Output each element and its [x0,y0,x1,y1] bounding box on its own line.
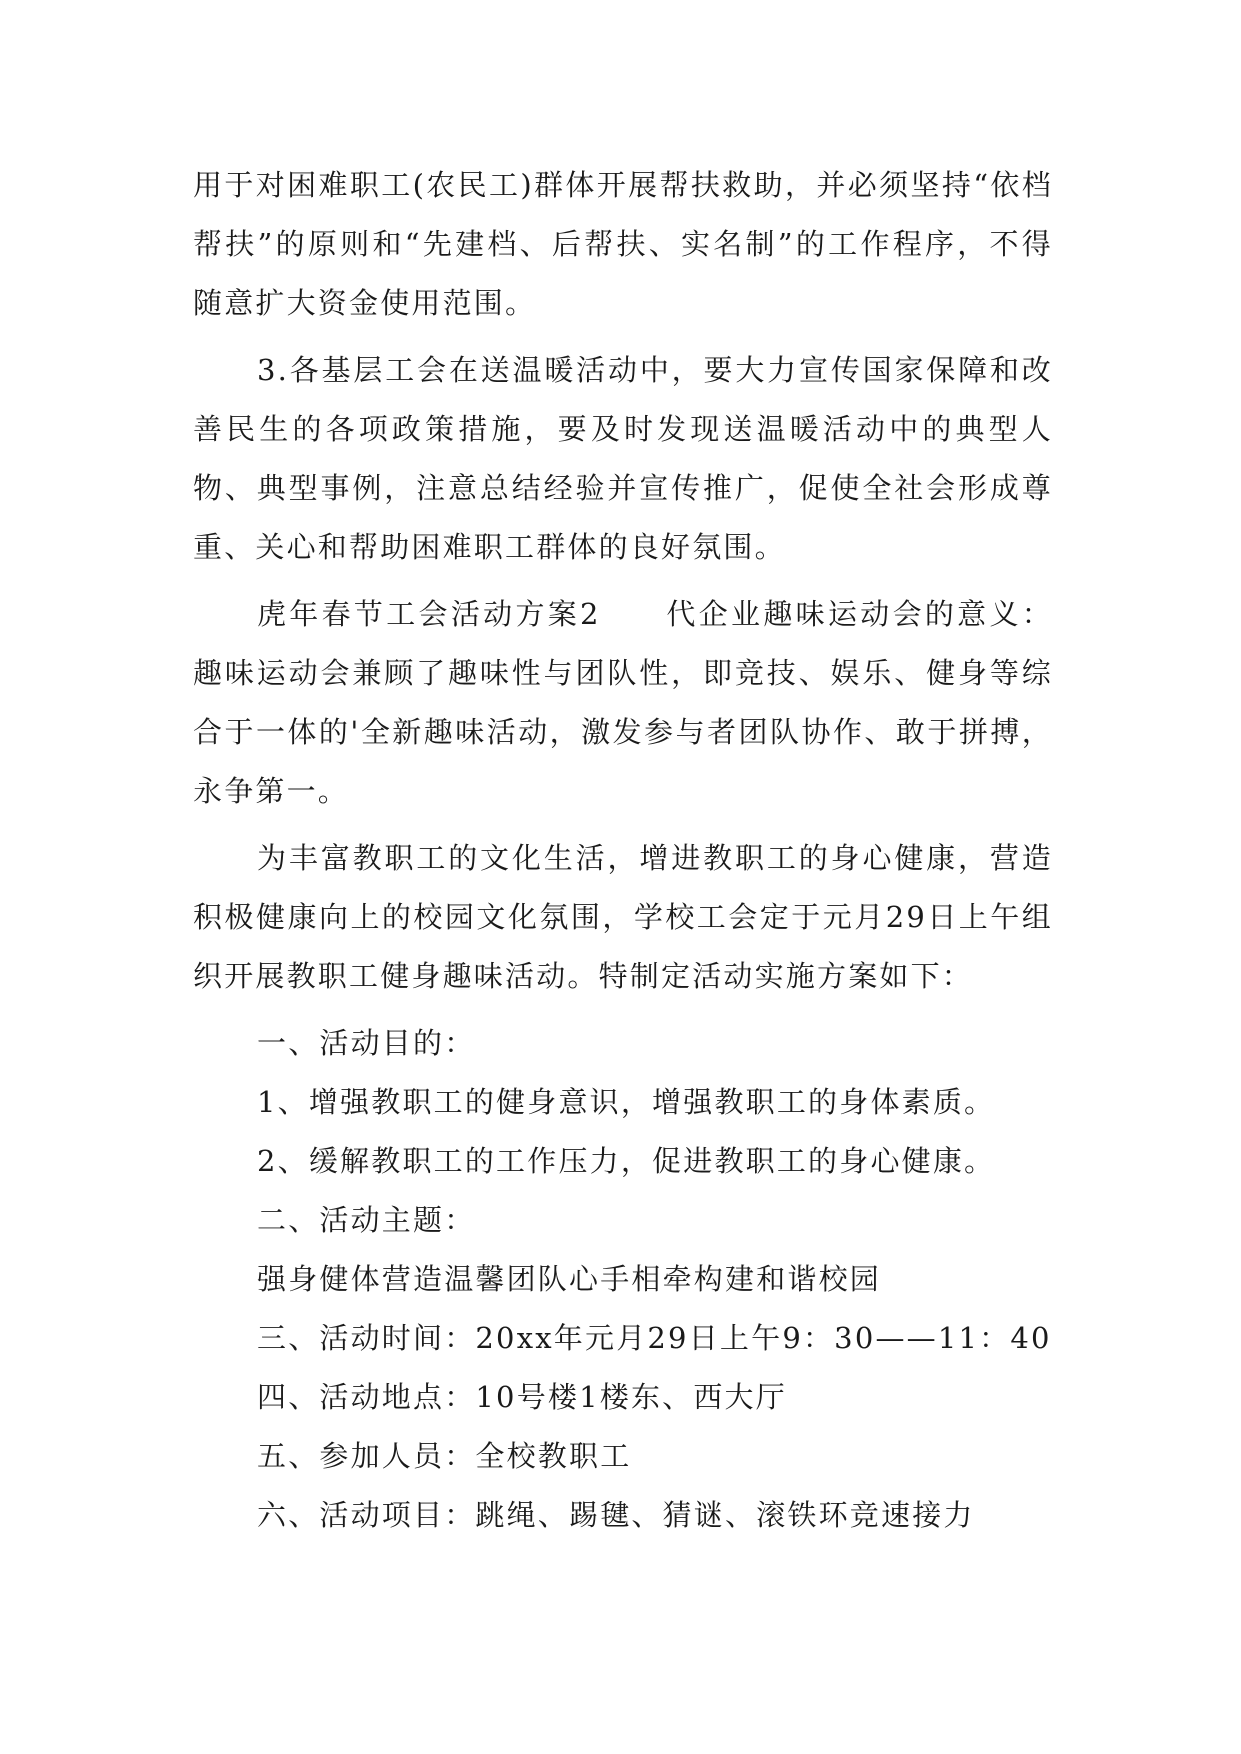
activity-time: 三、活动时间：20xx年元月29日上午9：30——11：40 [257,1321,1052,1355]
heading-activity-theme: 二、活动主题： [257,1203,476,1237]
paragraph-purpose-intro: 为丰富教职工的文化生活，增进教职工的身心健康，营造积极健康向上的校园文化氛围，学校工会定于元月29日上午组织开展教职工健身趣味活动。特制定活动实施方案如下： [193,841,1053,993]
paragraph-fund-usage: 用于对困难职工(农民工)群体开展帮扶救助，并必须坚持“依档帮扶”的原则和“先建档、后帮扶、实名制”的工作程序，不得随意扩大资金使用范围。 [193,168,1053,320]
heading-activity-goals: 一、活动目的： [257,1026,476,1060]
paragraph-publicity: 3.各基层工会在送温暖活动中，要大力宣传国家保障和改善民生的各项政策措施，要及时发现送温暖活动中的典型人物、典型事例，注意总结经验并宣传推广，促使全社会形成尊重、关心和帮助困难职工群体的良好氛围。 [193,353,1053,564]
document-body [193,156,1053,1545]
activity-theme-text: 强身健体营造温馨团队心手相牵构建和谐校园 [257,1262,882,1296]
goal-item-2: 2、缓解教职工的工作压力，促进教职工的身心健康。 [257,1144,996,1178]
goal-item-1: 1、增强教职工的健身意识，增强教职工的身体素质。 [257,1085,996,1119]
activity-events: 六、活动项目：跳绳、踢毽、猜谜、滚铁环竞速接力 [257,1498,975,1532]
activity-participants: 五、参加人员：全校教职工 [257,1439,632,1473]
activity-location: 四、活动地点：10号楼1楼东、西大厅 [257,1380,787,1414]
paragraph-plan-2-intro: 虎年春节工会活动方案2 代企业趣味运动会的意义：趣味运动会兼顾了趣味性与团队性，即竞技、娱乐、健身等综合于一体的'全新趣味活动，激发参与者团队协作、敢于拼搏，永争第一。 [193,597,1053,808]
